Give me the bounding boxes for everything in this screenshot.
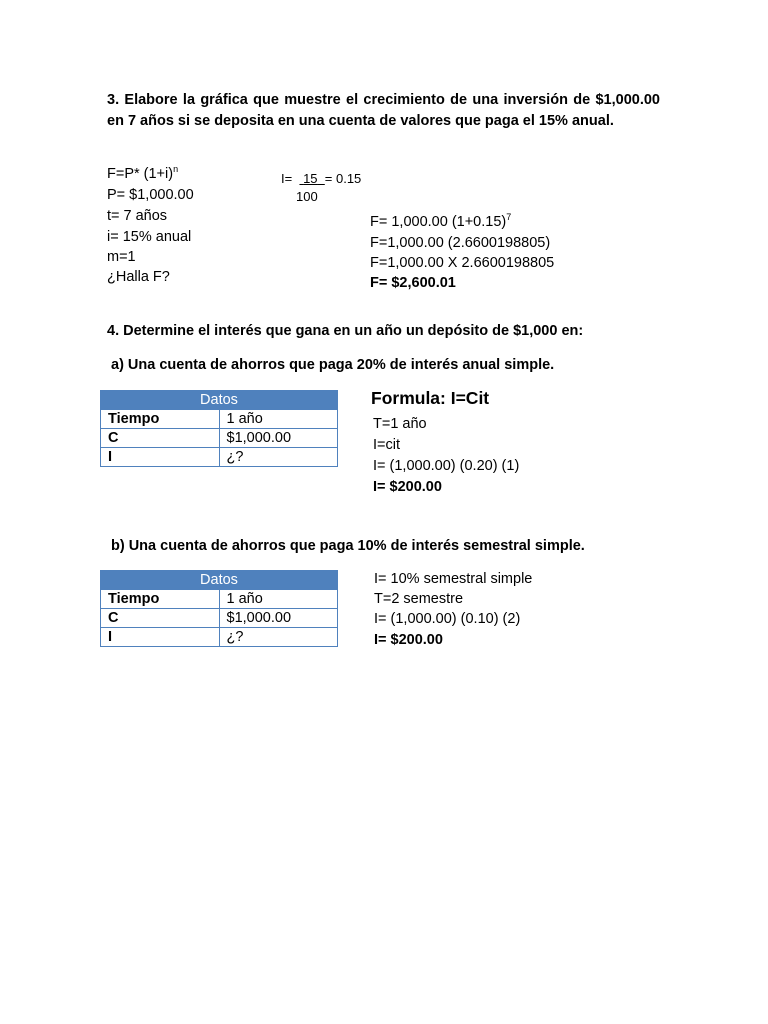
- q3-solution-line3: F=1,000.00 X 2.6600198805: [370, 255, 555, 271]
- q3-rate-result: = 0.15: [324, 171, 362, 186]
- q4a-title: a) Una cuenta de ahorros que paga 20% de interés anual simple.: [111, 357, 555, 373]
- q4b-row-value: ¿?: [219, 628, 338, 647]
- q4b-line: I= (1,000.00) (0.10) (2): [374, 611, 521, 627]
- table-row: [101, 590, 338, 609]
- q3-solution-line1-exponent: 7: [506, 212, 512, 222]
- q3-solution-result: F= $2,600.01: [370, 275, 456, 291]
- q4b-data-table: [100, 570, 338, 647]
- q4b-row-value: 1 año: [219, 590, 338, 609]
- q4a-data-table: [100, 390, 338, 467]
- q4a-result: I= $200.00: [373, 479, 442, 495]
- q3-rate-numerator: 15: [303, 171, 318, 186]
- q3-given-t: t= 7 años: [107, 208, 168, 224]
- q4a-line: T=1 año: [373, 416, 427, 432]
- q4b-row-key: I: [101, 628, 220, 647]
- q4b-row-key: Tiempo: [101, 590, 220, 609]
- q4b-result: I= $200.00: [374, 632, 443, 648]
- table-row: [101, 609, 338, 628]
- q4b-table-header: Datos: [101, 571, 338, 590]
- q4a-row-key: Tiempo: [101, 410, 220, 429]
- q3-formula-exponent: n: [173, 164, 179, 174]
- q3-given-m: m=1: [107, 249, 136, 265]
- q4a-row-value: ¿?: [219, 448, 338, 467]
- q4b-table-header-row: [101, 571, 338, 590]
- q4a-row-value: $1,000.00: [219, 429, 338, 448]
- q4b-row-value: $1,000.00: [219, 609, 338, 628]
- q4b-line: I= 10% semestral simple: [374, 571, 533, 587]
- q3-formula-base: F=P* (1+i): [107, 166, 174, 182]
- q4-title: 4. Determine el interés que gana en un año un depósito de $1,000 en:: [107, 323, 584, 339]
- q3-solution-line2: F=1,000.00 (2.6600198805): [370, 235, 551, 251]
- q4b-line: T=2 semestre: [374, 591, 464, 607]
- q3-rate-prefix: I=: [281, 171, 293, 186]
- q3-given-ask: ¿Halla F?: [107, 269, 170, 285]
- q3-solution-line1: [370, 212, 511, 232]
- table-row: [101, 429, 338, 448]
- q3-given-p: P= $1,000.00: [107, 187, 194, 203]
- q4a-row-key: I: [101, 448, 220, 467]
- q3-rate-denominator: 100: [296, 189, 318, 204]
- table-row: [101, 448, 338, 467]
- q3-solution-line1-base: F= 1,000.00 (1+0.15): [370, 214, 507, 230]
- q4a-row-key: C: [101, 429, 220, 448]
- q4a-table-header: Datos: [101, 391, 338, 410]
- q4a-row-value: 1 año: [219, 410, 338, 429]
- q4a-formula-title: Formula: I=Cit: [371, 388, 490, 408]
- q4b-title: b) Una cuenta de ahorros que paga 10% de interés semestral simple.: [111, 538, 585, 554]
- table-row: [101, 628, 338, 647]
- q3-formula: [107, 164, 178, 184]
- table-row: [101, 410, 338, 429]
- q3-statement: 3. Elabore la gráfica que muestre el crecimiento de una inversión de $1,000.00 en 7 años si se deposita en una cuenta de valores que paga el 15% anual.: [107, 92, 660, 129]
- q4a-table-header-row: [101, 391, 338, 410]
- q3-given-i: i= 15% anual: [107, 229, 192, 245]
- q3-rate-fraction: [281, 169, 361, 189]
- q4a-line: I=cit: [373, 437, 400, 453]
- q4a-line: I= (1,000.00) (0.20) (1): [373, 458, 520, 474]
- q4b-row-key: C: [101, 609, 220, 628]
